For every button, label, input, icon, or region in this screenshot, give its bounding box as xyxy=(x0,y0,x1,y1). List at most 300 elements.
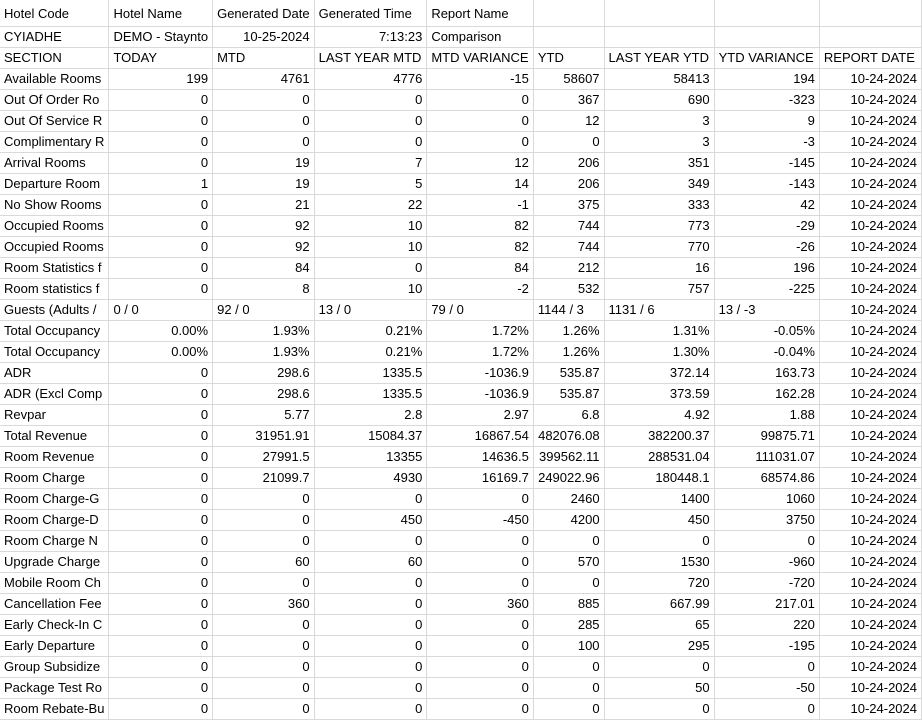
cell[interactable]: DEMO - Staynto xyxy=(109,27,213,48)
cell[interactable]: 570 xyxy=(533,552,604,573)
cell[interactable]: Room Charge-G xyxy=(0,489,109,510)
cell[interactable]: 50 xyxy=(604,678,714,699)
cell[interactable]: 100 xyxy=(533,636,604,657)
cell[interactable]: 10 xyxy=(314,237,427,258)
cell[interactable]: 0 xyxy=(109,111,213,132)
cell[interactable]: REPORT DATE xyxy=(819,48,921,69)
cell[interactable]: 0 xyxy=(533,531,604,552)
cell[interactable]: 9 xyxy=(714,111,819,132)
cell[interactable]: 0 xyxy=(109,468,213,489)
cell[interactable]: 7 xyxy=(314,153,427,174)
cell[interactable]: -50 xyxy=(714,678,819,699)
cell[interactable]: 8 xyxy=(213,279,315,300)
cell[interactable] xyxy=(714,27,819,48)
cell[interactable]: 10-24-2024 xyxy=(819,90,921,111)
cell[interactable]: 1.30% xyxy=(604,342,714,363)
cell[interactable]: 10-24-2024 xyxy=(819,342,921,363)
cell[interactable]: -15 xyxy=(427,69,534,90)
cell[interactable]: 0 xyxy=(109,195,213,216)
cell[interactable]: 2460 xyxy=(533,489,604,510)
cell[interactable]: 0 xyxy=(109,447,213,468)
cell[interactable]: 0 xyxy=(213,531,315,552)
cell[interactable]: 10-24-2024 xyxy=(819,468,921,489)
cell[interactable]: 382200.37 xyxy=(604,426,714,447)
cell[interactable]: 10-24-2024 xyxy=(819,678,921,699)
cell[interactable]: 10-24-2024 xyxy=(819,447,921,468)
cell[interactable]: -0.05% xyxy=(714,321,819,342)
cell[interactable]: 79 / 0 xyxy=(427,300,534,321)
cell[interactable]: 0 xyxy=(109,216,213,237)
cell[interactable]: 0 xyxy=(314,678,427,699)
cell[interactable]: 0 xyxy=(109,552,213,573)
cell[interactable]: 2.97 xyxy=(427,405,534,426)
cell[interactable]: 10-24-2024 xyxy=(819,258,921,279)
cell[interactable]: LAST YEAR YTD xyxy=(604,48,714,69)
cell[interactable]: 13 / -3 xyxy=(714,300,819,321)
cell[interactable]: 0 xyxy=(213,699,315,720)
cell[interactable]: 220 xyxy=(714,615,819,636)
cell[interactable] xyxy=(533,27,604,48)
cell[interactable]: 0 xyxy=(533,699,604,720)
cell[interactable]: 14636.5 xyxy=(427,447,534,468)
cell[interactable]: 1335.5 xyxy=(314,384,427,405)
cell[interactable]: -1036.9 xyxy=(427,384,534,405)
cell[interactable]: 0 xyxy=(533,678,604,699)
cell[interactable]: 0 xyxy=(109,594,213,615)
cell[interactable]: 1.72% xyxy=(427,342,534,363)
cell[interactable]: Complimentary R xyxy=(0,132,109,153)
cell[interactable]: 194 xyxy=(714,69,819,90)
cell[interactable]: Room Charge N xyxy=(0,531,109,552)
cell[interactable]: 10-24-2024 xyxy=(819,174,921,195)
cell[interactable]: 0 xyxy=(714,657,819,678)
cell[interactable]: 4.92 xyxy=(604,405,714,426)
cell[interactable]: 367 xyxy=(533,90,604,111)
cell[interactable]: 0 xyxy=(427,132,534,153)
cell[interactable]: Hotel Code xyxy=(0,0,109,27)
cell[interactable]: TODAY xyxy=(109,48,213,69)
cell[interactable]: 0 xyxy=(427,699,534,720)
cell[interactable]: Room Revenue xyxy=(0,447,109,468)
cell[interactable]: Report Name xyxy=(427,0,534,27)
cell[interactable]: 0 xyxy=(109,90,213,111)
cell[interactable]: 0 xyxy=(714,531,819,552)
cell[interactable]: 10-24-2024 xyxy=(819,69,921,90)
cell[interactable]: 10-24-2024 xyxy=(819,153,921,174)
cell[interactable]: 0 xyxy=(109,510,213,531)
cell[interactable]: 12 xyxy=(533,111,604,132)
cell[interactable]: Early Departure xyxy=(0,636,109,657)
cell[interactable]: 532 xyxy=(533,279,604,300)
cell[interactable]: Room Charge xyxy=(0,468,109,489)
cell[interactable]: 0 xyxy=(109,573,213,594)
cell[interactable]: -1 xyxy=(427,195,534,216)
cell[interactable]: 1335.5 xyxy=(314,363,427,384)
cell[interactable]: 0 xyxy=(109,699,213,720)
cell[interactable]: Cancellation Fee xyxy=(0,594,109,615)
cell[interactable]: 667.99 xyxy=(604,594,714,615)
cell[interactable]: 162.28 xyxy=(714,384,819,405)
cell[interactable]: 16 xyxy=(604,258,714,279)
cell[interactable]: 27991.5 xyxy=(213,447,315,468)
cell[interactable]: 4930 xyxy=(314,468,427,489)
cell[interactable]: 1.31% xyxy=(604,321,714,342)
cell[interactable]: 10-24-2024 xyxy=(819,363,921,384)
cell[interactable]: 3750 xyxy=(714,510,819,531)
cell[interactable]: 196 xyxy=(714,258,819,279)
cell[interactable]: 0 xyxy=(213,657,315,678)
cell[interactable]: 0 xyxy=(109,489,213,510)
cell[interactable]: -145 xyxy=(714,153,819,174)
cell[interactable]: 4776 xyxy=(314,69,427,90)
cell[interactable]: YTD xyxy=(533,48,604,69)
cell[interactable]: 0 xyxy=(427,573,534,594)
cell[interactable]: 163.73 xyxy=(714,363,819,384)
cell[interactable]: 0 xyxy=(314,699,427,720)
cell[interactable]: 0 xyxy=(314,531,427,552)
cell[interactable]: Room Rebate-Bu xyxy=(0,699,109,720)
cell[interactable]: Available Rooms xyxy=(0,69,109,90)
cell[interactable]: 42 xyxy=(714,195,819,216)
cell[interactable]: 535.87 xyxy=(533,384,604,405)
cell[interactable]: 0 xyxy=(314,111,427,132)
cell[interactable]: Total Occupancy xyxy=(0,321,109,342)
cell[interactable]: Generated Date xyxy=(213,0,315,27)
cell[interactable]: 351 xyxy=(604,153,714,174)
cell[interactable]: 92 xyxy=(213,216,315,237)
cell[interactable]: 349 xyxy=(604,174,714,195)
cell[interactable]: 0.00% xyxy=(109,321,213,342)
cell[interactable]: 0 xyxy=(213,489,315,510)
cell[interactable]: 0 xyxy=(109,615,213,636)
cell[interactable]: Guests (Adults / xyxy=(0,300,109,321)
cell[interactable]: 1.26% xyxy=(533,321,604,342)
cell[interactable]: -1036.9 xyxy=(427,363,534,384)
cell[interactable]: 0 xyxy=(314,594,427,615)
cell[interactable]: 0 xyxy=(109,258,213,279)
cell[interactable]: Early Check-In C xyxy=(0,615,109,636)
cell[interactable]: 1.72% xyxy=(427,321,534,342)
cell[interactable]: 0 xyxy=(314,489,427,510)
cell[interactable]: 217.01 xyxy=(714,594,819,615)
cell[interactable]: 0 xyxy=(714,699,819,720)
cell[interactable]: 84 xyxy=(213,258,315,279)
cell[interactable]: 10-24-2024 xyxy=(819,531,921,552)
cell[interactable]: 720 xyxy=(604,573,714,594)
cell[interactable]: ADR xyxy=(0,363,109,384)
cell[interactable]: 0.21% xyxy=(314,342,427,363)
cell[interactable]: 333 xyxy=(604,195,714,216)
cell[interactable]: 482076.08 xyxy=(533,426,604,447)
cell[interactable]: 58413 xyxy=(604,69,714,90)
cell[interactable]: 3 xyxy=(604,132,714,153)
cell[interactable]: Hotel Name xyxy=(109,0,213,27)
cell[interactable]: 10-24-2024 xyxy=(819,489,921,510)
cell[interactable]: 744 xyxy=(533,237,604,258)
cell[interactable]: 360 xyxy=(213,594,315,615)
cell[interactable]: 1.26% xyxy=(533,342,604,363)
cell[interactable]: 0 xyxy=(109,363,213,384)
cell[interactable]: 82 xyxy=(427,237,534,258)
cell[interactable]: 0 xyxy=(213,510,315,531)
cell[interactable]: 0 xyxy=(427,531,534,552)
cell[interactable]: -225 xyxy=(714,279,819,300)
cell[interactable]: 375 xyxy=(533,195,604,216)
cell[interactable]: 2.8 xyxy=(314,405,427,426)
cell[interactable]: 744 xyxy=(533,216,604,237)
cell[interactable]: 31951.91 xyxy=(213,426,315,447)
cell[interactable]: 21 xyxy=(213,195,315,216)
cell[interactable]: 7:13:23 xyxy=(314,27,427,48)
cell[interactable]: 10-24-2024 xyxy=(819,657,921,678)
cell[interactable]: 16169.7 xyxy=(427,468,534,489)
cell[interactable]: 1.93% xyxy=(213,342,315,363)
cell[interactable]: 10-24-2024 xyxy=(819,279,921,300)
cell[interactable]: 249022.96 xyxy=(533,468,604,489)
cell[interactable]: -3 xyxy=(714,132,819,153)
cell[interactable]: Generated Time xyxy=(314,0,427,27)
cell[interactable]: 1400 xyxy=(604,489,714,510)
cell[interactable]: 10-24-2024 xyxy=(819,426,921,447)
cell[interactable]: 0 xyxy=(314,132,427,153)
cell[interactable]: 0 xyxy=(213,636,315,657)
cell[interactable] xyxy=(819,27,921,48)
cell[interactable]: 0 xyxy=(109,657,213,678)
cell[interactable]: 0 xyxy=(109,132,213,153)
cell[interactable]: Group Subsidize xyxy=(0,657,109,678)
cell[interactable]: 14 xyxy=(427,174,534,195)
cell[interactable]: 0 xyxy=(109,237,213,258)
cell[interactable]: 199 xyxy=(109,69,213,90)
cell[interactable]: Total Occupancy xyxy=(0,342,109,363)
cell[interactable]: -323 xyxy=(714,90,819,111)
cell[interactable]: SECTION xyxy=(0,48,109,69)
cell[interactable]: 60 xyxy=(213,552,315,573)
cell[interactable]: 1.93% xyxy=(213,321,315,342)
cell[interactable]: Package Test Ro xyxy=(0,678,109,699)
cell[interactable]: 0 xyxy=(109,384,213,405)
cell[interactable]: 10-24-2024 xyxy=(819,216,921,237)
cell[interactable]: 10-24-2024 xyxy=(819,699,921,720)
cell[interactable]: 373.59 xyxy=(604,384,714,405)
cell[interactable]: Room Statistics f xyxy=(0,258,109,279)
cell[interactable]: 10-24-2024 xyxy=(819,552,921,573)
cell[interactable] xyxy=(533,0,604,27)
cell[interactable]: 206 xyxy=(533,153,604,174)
cell[interactable]: 0 xyxy=(427,678,534,699)
cell[interactable]: 10-24-2024 xyxy=(819,111,921,132)
cell[interactable]: 690 xyxy=(604,90,714,111)
cell[interactable] xyxy=(819,0,921,27)
cell[interactable]: 65 xyxy=(604,615,714,636)
cell[interactable]: Upgrade Charge xyxy=(0,552,109,573)
cell[interactable]: 60 xyxy=(314,552,427,573)
cell[interactable]: 99875.71 xyxy=(714,426,819,447)
cell[interactable]: 16867.54 xyxy=(427,426,534,447)
cell[interactable]: 4200 xyxy=(533,510,604,531)
cell[interactable]: 111031.07 xyxy=(714,447,819,468)
cell[interactable]: 10-24-2024 xyxy=(819,636,921,657)
cell[interactable]: 885 xyxy=(533,594,604,615)
cell[interactable]: 0 xyxy=(213,615,315,636)
cell[interactable]: -960 xyxy=(714,552,819,573)
cell[interactable] xyxy=(714,0,819,27)
cell[interactable]: 0 xyxy=(109,636,213,657)
cell[interactable]: 0 xyxy=(314,636,427,657)
cell[interactable]: 1131 / 6 xyxy=(604,300,714,321)
cell[interactable]: 1144 / 3 xyxy=(533,300,604,321)
cell[interactable]: 360 xyxy=(427,594,534,615)
cell[interactable]: 13355 xyxy=(314,447,427,468)
cell[interactable]: 5 xyxy=(314,174,427,195)
cell[interactable]: 298.6 xyxy=(213,384,315,405)
cell[interactable]: 6.8 xyxy=(533,405,604,426)
cell[interactable]: Departure Room xyxy=(0,174,109,195)
cell[interactable]: 372.14 xyxy=(604,363,714,384)
cell[interactable]: 180448.1 xyxy=(604,468,714,489)
cell[interactable]: MTD VARIANCE xyxy=(427,48,534,69)
cell[interactable]: 0 xyxy=(604,699,714,720)
cell[interactable]: 58607 xyxy=(533,69,604,90)
cell[interactable]: 3 xyxy=(604,111,714,132)
cell[interactable]: 0 xyxy=(314,258,427,279)
cell[interactable]: 0 xyxy=(427,657,534,678)
cell[interactable]: 0 xyxy=(427,552,534,573)
cell[interactable]: 10-24-2024 xyxy=(819,300,921,321)
cell[interactable]: 0 xyxy=(533,657,604,678)
cell[interactable]: 0 / 0 xyxy=(109,300,213,321)
cell[interactable]: 0 xyxy=(109,279,213,300)
cell[interactable]: -2 xyxy=(427,279,534,300)
cell[interactable]: 10-24-2024 xyxy=(819,615,921,636)
cell[interactable]: 0 xyxy=(314,573,427,594)
cell[interactable] xyxy=(604,0,714,27)
cell[interactable]: 0 xyxy=(427,636,534,657)
cell[interactable]: 0 xyxy=(427,90,534,111)
cell[interactable]: 285 xyxy=(533,615,604,636)
cell[interactable]: 4761 xyxy=(213,69,315,90)
cell[interactable]: 0 xyxy=(109,405,213,426)
cell[interactable]: Mobile Room Ch xyxy=(0,573,109,594)
cell[interactable]: 0 xyxy=(427,111,534,132)
cell[interactable]: 0 xyxy=(533,573,604,594)
cell[interactable]: 0 xyxy=(109,426,213,447)
cell[interactable]: 295 xyxy=(604,636,714,657)
cell[interactable]: 212 xyxy=(533,258,604,279)
cell[interactable]: Out Of Order Ro xyxy=(0,90,109,111)
cell[interactable]: 1 xyxy=(109,174,213,195)
cell[interactable]: 19 xyxy=(213,174,315,195)
cell[interactable]: 0 xyxy=(109,678,213,699)
cell[interactable]: 15084.37 xyxy=(314,426,427,447)
cell[interactable]: 450 xyxy=(604,510,714,531)
cell[interactable]: 0 xyxy=(109,153,213,174)
cell[interactable]: MTD xyxy=(213,48,315,69)
cell[interactable]: 450 xyxy=(314,510,427,531)
cell[interactable]: 399562.11 xyxy=(533,447,604,468)
cell[interactable]: 770 xyxy=(604,237,714,258)
cell[interactable]: 10 xyxy=(314,216,427,237)
cell[interactable]: Revpar xyxy=(0,405,109,426)
cell[interactable]: 10-24-2024 xyxy=(819,594,921,615)
cell[interactable]: 10-25-2024 xyxy=(213,27,315,48)
cell[interactable]: 0 xyxy=(213,90,315,111)
cell[interactable]: Room statistics f xyxy=(0,279,109,300)
cell[interactable]: 206 xyxy=(533,174,604,195)
cell[interactable]: 535.87 xyxy=(533,363,604,384)
cell[interactable]: 12 xyxy=(427,153,534,174)
cell[interactable]: 92 / 0 xyxy=(213,300,315,321)
cell[interactable] xyxy=(604,27,714,48)
cell[interactable]: 0 xyxy=(314,90,427,111)
cell[interactable]: 10 xyxy=(314,279,427,300)
cell[interactable]: 92 xyxy=(213,237,315,258)
cell[interactable]: 10-24-2024 xyxy=(819,573,921,594)
cell[interactable]: 10-24-2024 xyxy=(819,405,921,426)
cell[interactable]: 773 xyxy=(604,216,714,237)
cell[interactable]: 0 xyxy=(604,531,714,552)
cell[interactable]: -26 xyxy=(714,237,819,258)
cell[interactable]: 0 xyxy=(314,615,427,636)
cell[interactable]: -720 xyxy=(714,573,819,594)
cell[interactable]: 0 xyxy=(604,657,714,678)
cell[interactable]: Comparison xyxy=(427,27,534,48)
cell[interactable]: 0.00% xyxy=(109,342,213,363)
cell[interactable]: 0.21% xyxy=(314,321,427,342)
cell[interactable]: 19 xyxy=(213,153,315,174)
cell[interactable]: 0 xyxy=(427,489,534,510)
cell[interactable]: -195 xyxy=(714,636,819,657)
cell[interactable]: -29 xyxy=(714,216,819,237)
cell[interactable]: 0 xyxy=(427,615,534,636)
cell[interactable]: 21099.7 xyxy=(213,468,315,489)
cell[interactable]: 82 xyxy=(427,216,534,237)
cell[interactable]: 1.88 xyxy=(714,405,819,426)
cell[interactable]: 0 xyxy=(533,132,604,153)
cell[interactable]: 0 xyxy=(109,531,213,552)
cell[interactable]: Arrival Rooms xyxy=(0,153,109,174)
cell[interactable]: Total Revenue xyxy=(0,426,109,447)
cell[interactable]: 68574.86 xyxy=(714,468,819,489)
cell[interactable]: Room Charge-D xyxy=(0,510,109,531)
cell[interactable]: 10-24-2024 xyxy=(819,321,921,342)
cell[interactable]: 22 xyxy=(314,195,427,216)
cell[interactable]: 13 / 0 xyxy=(314,300,427,321)
cell[interactable]: 0 xyxy=(213,111,315,132)
cell[interactable]: CYIADHE xyxy=(0,27,109,48)
cell[interactable]: YTD VARIANCE xyxy=(714,48,819,69)
cell[interactable]: 84 xyxy=(427,258,534,279)
cell[interactable]: 0 xyxy=(213,573,315,594)
cell[interactable]: 0 xyxy=(314,657,427,678)
cell[interactable]: 10-24-2024 xyxy=(819,132,921,153)
cell[interactable]: 288531.04 xyxy=(604,447,714,468)
cell[interactable]: ADR (Excl Comp xyxy=(0,384,109,405)
cell[interactable]: 10-24-2024 xyxy=(819,195,921,216)
cell[interactable]: No Show Rooms xyxy=(0,195,109,216)
cell[interactable]: 1530 xyxy=(604,552,714,573)
cell[interactable]: 5.77 xyxy=(213,405,315,426)
cell[interactable]: LAST YEAR MTD xyxy=(314,48,427,69)
cell[interactable]: Occupied Rooms xyxy=(0,216,109,237)
cell[interactable]: 0 xyxy=(213,678,315,699)
cell[interactable]: -450 xyxy=(427,510,534,531)
cell[interactable]: 1060 xyxy=(714,489,819,510)
cell[interactable]: -0.04% xyxy=(714,342,819,363)
cell[interactable]: Occupied Rooms xyxy=(0,237,109,258)
cell[interactable]: 0 xyxy=(213,132,315,153)
cell[interactable]: 298.6 xyxy=(213,363,315,384)
